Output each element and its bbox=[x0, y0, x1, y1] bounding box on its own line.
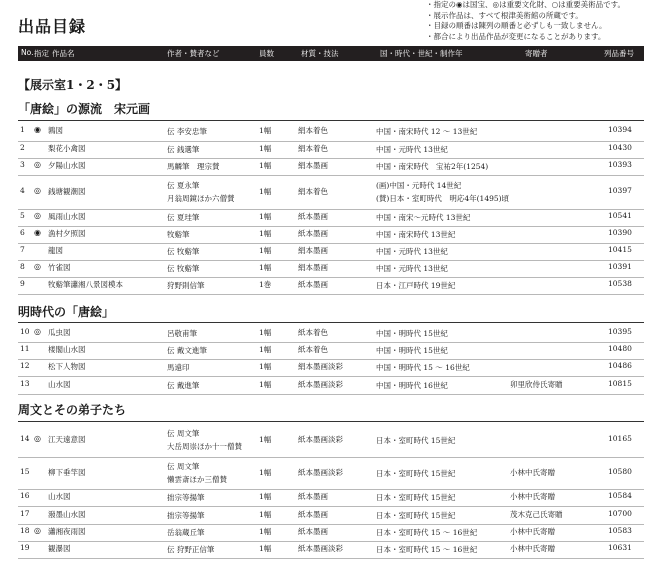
row-number: 16 bbox=[20, 491, 30, 500]
artist-line: 伝 狩野正信筆 bbox=[167, 545, 215, 554]
designation-mark: ◎ bbox=[34, 327, 41, 336]
row-title: 観瀑図 bbox=[48, 544, 71, 553]
table-row bbox=[18, 243, 644, 261]
era-line: 日本・室町時代 15世紀 bbox=[376, 511, 456, 520]
row-title: 龍図 bbox=[48, 246, 63, 255]
section-rule bbox=[18, 322, 644, 323]
row-quantity: 1幅 bbox=[259, 435, 272, 444]
row-era bbox=[376, 125, 477, 138]
row-number: 17 bbox=[20, 509, 30, 518]
artist-line: 伝 銭選筆 bbox=[167, 145, 200, 154]
row-material: 紙本墨画 bbox=[298, 280, 328, 289]
designation-mark: ◎ bbox=[34, 526, 41, 535]
era-line: 中国・元時代 13世紀 bbox=[376, 264, 448, 273]
artist-line: 呂敬甫筆 bbox=[167, 329, 197, 338]
table-header bbox=[18, 46, 644, 61]
row-era bbox=[376, 491, 455, 504]
row-era bbox=[376, 526, 477, 539]
row-number: 13 bbox=[20, 379, 30, 388]
row-material: 紙本墨画淡彩 bbox=[298, 380, 343, 389]
header-donor: 寄贈者 bbox=[525, 49, 548, 58]
header-designation: 指定 bbox=[34, 49, 49, 58]
table-row bbox=[18, 260, 644, 278]
row-title: 瓜虫図 bbox=[48, 328, 71, 337]
row-title: 山水図 bbox=[48, 380, 71, 389]
row-number: 7 bbox=[20, 245, 25, 254]
note-line: ・指定の◉は国宝、◎は重要文化財、○は重要美術品です。 bbox=[426, 0, 626, 9]
page-title: 出品目録 bbox=[18, 17, 87, 36]
designation-mark: ◎ bbox=[34, 160, 41, 169]
section-heading: 周文とその弟子たち bbox=[18, 403, 127, 417]
table-row bbox=[18, 524, 644, 542]
row-quantity: 1幅 bbox=[259, 527, 272, 536]
row-title: 柳下垂竿図 bbox=[48, 468, 86, 477]
row-material: 紙本墨画 bbox=[298, 212, 328, 221]
row-donor: 小林中氏寄贈 bbox=[510, 527, 555, 536]
row-era bbox=[376, 543, 477, 556]
row-inventory-number: 10584 bbox=[608, 491, 632, 500]
table-row bbox=[18, 489, 644, 507]
era-line: (賛)日本・室町時代 明応4年(1495)頃 bbox=[376, 194, 510, 203]
row-artist bbox=[167, 361, 190, 374]
row-era bbox=[376, 160, 488, 173]
artist-line: 伝 牧谿筆 bbox=[167, 264, 200, 273]
row-artist bbox=[167, 179, 235, 205]
row-title: 瀟湘夜雨図 bbox=[48, 527, 86, 536]
row-title: 牧谿筆瀟湘八景図模本 bbox=[48, 280, 123, 289]
row-number: 4 bbox=[20, 186, 25, 195]
artist-line: 拙宗等揚筆 bbox=[167, 493, 205, 502]
row-quantity: 1幅 bbox=[259, 263, 272, 272]
row-material: 絹本着色 bbox=[298, 187, 328, 196]
table-row bbox=[18, 342, 644, 360]
row-inventory-number: 10430 bbox=[608, 143, 632, 152]
note-line: ・展示作品は、すべて根津美術館の所蔵です。 bbox=[426, 10, 583, 20]
row-artist bbox=[167, 245, 199, 258]
era-line: 日本・室町時代 15世紀 bbox=[376, 493, 456, 502]
era-line: 中国・明時代 15 ～ 16世紀 bbox=[376, 363, 470, 372]
row-inventory-number: 10391 bbox=[608, 262, 632, 271]
row-era bbox=[376, 143, 448, 156]
row-title: 潑墨山水図 bbox=[48, 510, 86, 519]
row-quantity: 1幅 bbox=[259, 345, 272, 354]
row-era bbox=[376, 379, 448, 392]
header-artist: 作者・賛者など bbox=[167, 49, 220, 58]
row-era bbox=[376, 211, 470, 224]
row-title: 竹雀図 bbox=[48, 263, 71, 272]
row-title: 江天遠意図 bbox=[48, 435, 86, 444]
row-artist bbox=[167, 211, 199, 224]
row-era bbox=[376, 344, 448, 357]
row-artist bbox=[167, 543, 214, 556]
row-material: 紙本墨画淡彩 bbox=[298, 468, 343, 477]
row-era bbox=[376, 262, 448, 275]
row-title: 梨花小禽図 bbox=[48, 144, 86, 153]
table-row bbox=[18, 158, 644, 176]
row-donor: 卯里欣侍氏寄贈 bbox=[510, 380, 563, 389]
artist-line: 牧谿筆 bbox=[167, 230, 190, 239]
note-line: ・都合により出品作品が変更になることがあります。 bbox=[426, 31, 606, 41]
table-row bbox=[18, 226, 644, 244]
row-number: 3 bbox=[20, 160, 25, 169]
header-material: 材質・技法 bbox=[301, 49, 339, 58]
row-artist bbox=[167, 344, 207, 357]
row-title: 夕陽山水図 bbox=[48, 161, 86, 170]
row-inventory-number: 10580 bbox=[608, 467, 632, 476]
designation-mark: ◎ bbox=[34, 186, 41, 195]
artist-line: 伝 夏永筆 bbox=[167, 181, 200, 190]
row-inventory-number: 10583 bbox=[608, 526, 632, 535]
row-artist bbox=[167, 491, 205, 504]
row-inventory-number: 10415 bbox=[608, 245, 632, 254]
row-number: 19 bbox=[20, 543, 30, 552]
section-heading: 明時代の「唐絵」 bbox=[18, 305, 115, 319]
artist-line: 伝 夏珪筆 bbox=[167, 213, 200, 222]
row-inventory-number: 10700 bbox=[608, 509, 632, 518]
row-era bbox=[376, 509, 455, 522]
row-artist bbox=[167, 160, 220, 173]
row-number: 6 bbox=[20, 228, 25, 237]
row-quantity: 1幅 bbox=[259, 510, 272, 519]
row-artist bbox=[167, 379, 199, 392]
table-row bbox=[18, 423, 644, 458]
row-inventory-number: 10631 bbox=[608, 543, 632, 552]
row-title: 銭塘観潮図 bbox=[48, 187, 86, 196]
row-artist bbox=[167, 327, 197, 340]
row-material: 絹本墨画淡彩 bbox=[298, 362, 343, 371]
designation-mark: ◉ bbox=[34, 125, 41, 134]
era-line: (画)中国・元時代 14世紀 bbox=[376, 181, 462, 190]
row-number: 5 bbox=[20, 211, 25, 220]
table-row bbox=[18, 324, 644, 343]
row-quantity: 1幅 bbox=[259, 144, 272, 153]
era-line: 中国・元時代 13世紀 bbox=[376, 145, 448, 154]
table-row bbox=[18, 376, 644, 395]
artist-line: 拙宗等揚筆 bbox=[167, 511, 205, 520]
row-quantity: 1幅 bbox=[259, 212, 272, 221]
row-inventory-number: 10480 bbox=[608, 344, 632, 353]
row-title: 風雨山水図 bbox=[48, 212, 86, 221]
artist-line: 馬遠印 bbox=[167, 363, 190, 372]
row-quantity: 1幅 bbox=[259, 187, 272, 196]
row-era bbox=[376, 467, 455, 480]
row-material: 紙本着色 bbox=[298, 328, 328, 337]
era-line: 中国・明時代 16世紀 bbox=[376, 381, 448, 390]
header-era: 国・時代・世紀・制作年 bbox=[380, 49, 463, 58]
era-line: 日本・室町時代 15 ～ 16世紀 bbox=[376, 545, 478, 554]
artist-line: 伝 戴文進筆 bbox=[167, 346, 207, 355]
row-era bbox=[376, 228, 455, 241]
artist-line: 伝 周文筆 bbox=[167, 429, 200, 438]
row-material: 絹本墨画 bbox=[298, 246, 328, 255]
row-number: 11 bbox=[20, 344, 30, 353]
room-heading: 【展示室1・2・5】 bbox=[18, 78, 128, 92]
row-quantity: 1幅 bbox=[259, 126, 272, 135]
row-quantity: 1幅 bbox=[259, 161, 272, 170]
section-rule bbox=[18, 421, 644, 422]
row-artist bbox=[167, 228, 190, 241]
artist-line: 月翁周鏡ほか六僧賛 bbox=[167, 194, 235, 203]
row-inventory-number: 10486 bbox=[608, 361, 632, 370]
table-row bbox=[18, 277, 644, 295]
table-row bbox=[18, 141, 644, 159]
row-material: 絹本着色 bbox=[298, 126, 328, 135]
row-artist bbox=[167, 526, 205, 539]
row-number: 2 bbox=[20, 143, 25, 152]
row-inventory-number: 10393 bbox=[608, 160, 632, 169]
table-row bbox=[18, 541, 644, 559]
header-title: 作品名 bbox=[52, 49, 75, 58]
notes bbox=[426, 0, 625, 42]
era-line: 中国・南宋時代 13世紀 bbox=[376, 230, 456, 239]
row-inventory-number: 10390 bbox=[608, 228, 632, 237]
era-line: 日本・室町時代 15世紀 bbox=[376, 436, 456, 445]
row-inventory-number: 10815 bbox=[608, 379, 632, 388]
artist-line: 伝 牧谿筆 bbox=[167, 247, 200, 256]
row-material: 紙本墨画淡彩 bbox=[298, 435, 343, 444]
artist-line: 馬麟筆 理宗賛 bbox=[167, 162, 220, 171]
row-era bbox=[376, 279, 455, 292]
row-quantity: 1幅 bbox=[259, 492, 272, 501]
era-line: 日本・室町時代 15 ～ 16世紀 bbox=[376, 528, 478, 537]
row-era bbox=[376, 245, 448, 258]
row-title: 漁村夕照図 bbox=[48, 229, 86, 238]
row-era bbox=[376, 361, 470, 374]
row-quantity: 1幅 bbox=[259, 246, 272, 255]
row-material: 絹本墨画 bbox=[298, 161, 328, 170]
row-number: 10 bbox=[20, 327, 30, 336]
row-quantity: 1幅 bbox=[259, 544, 272, 553]
artist-line: 大岳周崇ほか十一僧賛 bbox=[167, 442, 242, 451]
row-quantity: 1巻 bbox=[259, 280, 272, 289]
row-artist bbox=[167, 143, 199, 156]
row-inventory-number: 10541 bbox=[608, 211, 632, 220]
row-material: 紙本墨画淡彩 bbox=[298, 544, 343, 553]
row-artist bbox=[167, 427, 242, 453]
row-inventory-number: 10395 bbox=[608, 327, 632, 336]
row-inventory-number: 10397 bbox=[608, 186, 632, 195]
header-qty: 員数 bbox=[259, 49, 274, 58]
row-number: 14 bbox=[20, 434, 30, 443]
row-quantity: 1幅 bbox=[259, 380, 272, 389]
era-line: 日本・室町時代 15世紀 bbox=[376, 469, 456, 478]
artist-line: 伝 周文筆 bbox=[167, 462, 200, 471]
designation-mark: ◎ bbox=[34, 434, 41, 443]
era-line: 中国・南宋時代 12 ～ 13世紀 bbox=[376, 127, 478, 136]
row-material: 紙本着色 bbox=[298, 345, 328, 354]
row-number: 8 bbox=[20, 262, 25, 271]
row-artist bbox=[167, 125, 207, 138]
table-row bbox=[18, 359, 644, 377]
artist-line: 狩野則信筆 bbox=[167, 281, 205, 290]
row-era bbox=[376, 327, 448, 340]
row-artist bbox=[167, 279, 205, 292]
row-artist bbox=[167, 262, 199, 275]
header-inventory: 列品番号 bbox=[604, 49, 634, 58]
row-title: 松下人物図 bbox=[48, 362, 86, 371]
row-inventory-number: 10538 bbox=[608, 279, 632, 288]
row-material: 紙本墨画 bbox=[298, 527, 328, 536]
row-number: 15 bbox=[20, 467, 30, 476]
era-line: 中国・南宋～元時代 13世紀 bbox=[376, 213, 471, 222]
row-artist bbox=[167, 460, 227, 486]
row-donor: 小林中氏寄贈 bbox=[510, 492, 555, 501]
era-line: 中国・明時代 15世紀 bbox=[376, 329, 448, 338]
designation-mark: ◎ bbox=[34, 211, 41, 220]
row-title: 鶉図 bbox=[48, 126, 63, 135]
era-line: 中国・明時代 15世紀 bbox=[376, 346, 448, 355]
row-title: 山水図 bbox=[48, 492, 71, 501]
header-no: No. bbox=[21, 48, 34, 57]
row-artist bbox=[167, 509, 205, 522]
row-material: 絹本墨画 bbox=[298, 263, 328, 272]
row-number: 9 bbox=[20, 279, 25, 288]
row-number: 18 bbox=[20, 526, 30, 535]
artist-line: 岳翁蔵丘筆 bbox=[167, 528, 205, 537]
row-quantity: 1幅 bbox=[259, 362, 272, 371]
table-row bbox=[18, 209, 644, 227]
table-row bbox=[18, 122, 644, 142]
section-heading: 「唐絵」の源流 宋元画 bbox=[18, 102, 151, 116]
row-title: 楼閣山水図 bbox=[48, 345, 86, 354]
row-quantity: 1幅 bbox=[259, 229, 272, 238]
artist-line: 懶雲斎ほか三僧賛 bbox=[167, 475, 227, 484]
row-material: 紙本墨画 bbox=[298, 229, 328, 238]
designation-mark: ◎ bbox=[34, 262, 41, 271]
row-material: 紙本墨画 bbox=[298, 492, 328, 501]
row-donor: 小林中氏寄贈 bbox=[510, 468, 555, 477]
row-era bbox=[376, 434, 455, 447]
row-era bbox=[376, 179, 509, 205]
table-row bbox=[18, 506, 644, 525]
section-rule bbox=[18, 120, 644, 121]
row-number: 12 bbox=[20, 361, 30, 370]
table-row bbox=[18, 457, 644, 490]
note-line: ・目録の順番は陳列の順番と必ずしも一致しません。 bbox=[426, 21, 607, 30]
designation-mark: ◉ bbox=[34, 228, 41, 237]
row-material: 紙本墨画 bbox=[298, 510, 328, 519]
row-inventory-number: 10394 bbox=[608, 125, 632, 134]
row-quantity: 1幅 bbox=[259, 468, 272, 477]
era-line: 中国・南宋時代 宝祐2年(1254) bbox=[376, 162, 489, 171]
table-row bbox=[18, 175, 644, 210]
artist-line: 伝 戴進筆 bbox=[167, 381, 200, 390]
row-quantity: 1幅 bbox=[259, 328, 272, 337]
row-material: 絹本着色 bbox=[298, 144, 328, 153]
row-donor: 小林中氏寄贈 bbox=[510, 544, 555, 553]
artist-line: 伝 李安忠筆 bbox=[167, 127, 207, 136]
row-inventory-number: 10165 bbox=[608, 434, 632, 443]
row-donor: 茂木克己氏寄贈 bbox=[510, 510, 563, 519]
era-line: 中国・元時代 13世紀 bbox=[376, 247, 448, 256]
row-number: 1 bbox=[20, 125, 25, 134]
era-line: 日本・江戸時代 19世紀 bbox=[376, 281, 456, 290]
